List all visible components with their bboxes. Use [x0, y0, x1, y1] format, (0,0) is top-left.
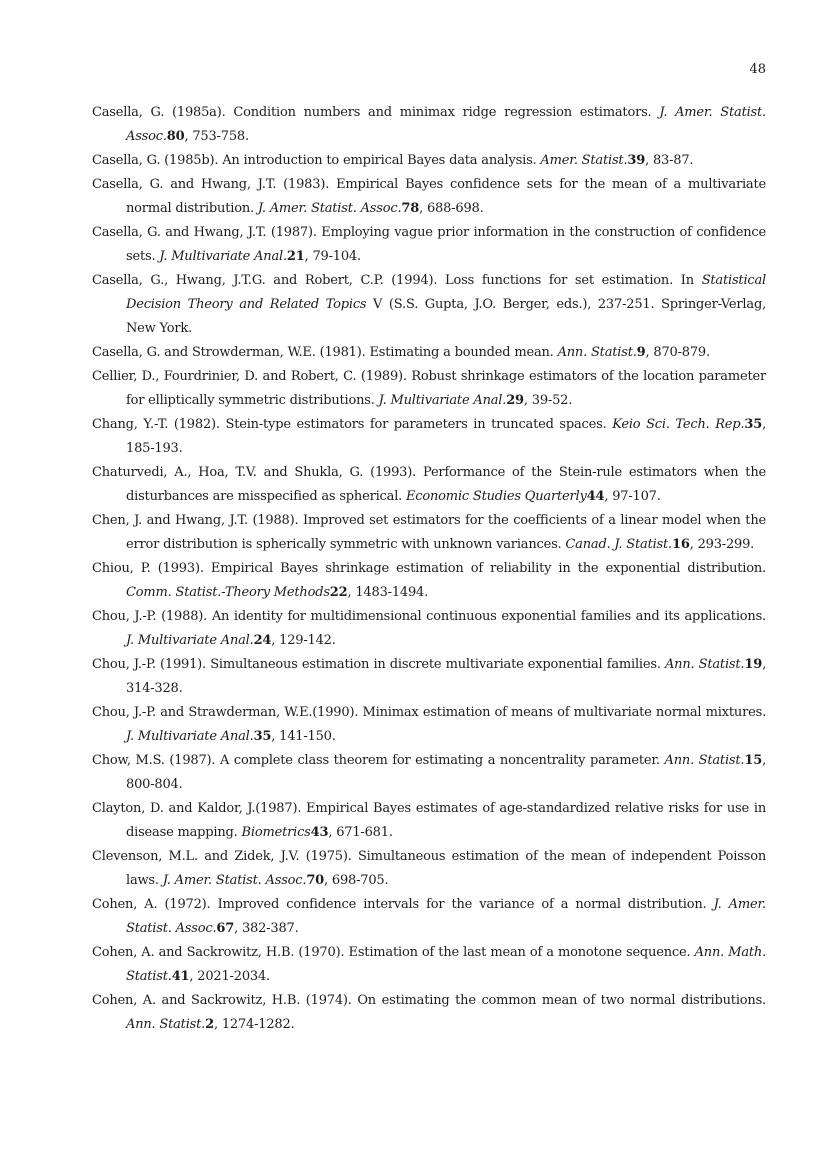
- reference-volume: 15: [744, 753, 763, 768]
- reference-entry: [92, 797, 766, 845]
- reference-journal: J. Multivariate Anal.: [378, 393, 507, 408]
- reference-volume: 2: [205, 1017, 214, 1032]
- reference-journal: Ann. Statist.: [664, 753, 745, 768]
- reference-authors: Chou, J.-P. (1991). Simultaneous estimation in discrete multivariate exponential families.: [92, 657, 665, 672]
- reference-authors: Casella, G., Hwang, J.T.G. and Robert, C.P. (1994). Loss functions for set estimation. In: [92, 273, 702, 288]
- reference-journal: Ann. Math. Statist.: [126, 945, 766, 984]
- reference-journal: Economic Studies Quarterly: [406, 489, 587, 504]
- reference-entry: [92, 605, 766, 653]
- reference-journal: J. Multivariate Anal.: [159, 249, 287, 264]
- reference-entry: [92, 557, 766, 605]
- reference-pages: , 800-804.: [126, 753, 766, 792]
- reference-journal: Ann. Statist.: [126, 1017, 206, 1032]
- reference-pages: , 382-387.: [234, 921, 299, 936]
- reference-pages: , 141-150.: [271, 729, 336, 744]
- reference-journal: J. Amer. Statist. Assoc.: [162, 873, 307, 888]
- reference-volume: 24: [253, 633, 272, 648]
- reference-authors: Chaturvedi, A., Hoa, T.V. and Shukla, G. (1993). Performance of the Stein-rule estimators when the disturbances are misspecified as spherical.: [92, 465, 766, 504]
- reference-journal: J. Amer. Statist. Assoc.: [126, 897, 766, 936]
- reference-journal: J. Multivariate Anal.: [126, 729, 254, 744]
- reference-journal: Comm. Statist.-Theory Methods: [126, 585, 330, 600]
- reference-volume: 41: [171, 969, 190, 984]
- reference-pages: , 1483-1494.: [347, 585, 429, 600]
- reference-authors: Cohen, A. and Sackrowitz, H.B. (1970). Estimation of the last mean of a monotone sequence.: [92, 945, 695, 960]
- reference-list: [92, 101, 766, 1037]
- reference-pages: , 97-107.: [604, 489, 661, 504]
- reference-pages: , 2021-2034.: [189, 969, 270, 984]
- reference-volume: 19: [744, 657, 763, 672]
- reference-entry: [92, 941, 766, 989]
- reference-journal: Keio Sci. Tech. Rep.: [612, 417, 745, 432]
- reference-entry: [92, 701, 766, 749]
- reference-volume: 67: [216, 921, 235, 936]
- reference-authors: Cohen, A. and Sackrowitz, H.B. (1974). On estimating the common mean of two normal distributions.: [92, 993, 766, 1008]
- reference-authors: Cohen, A. (1972). Improved confidence intervals for the variance of a normal distribution.: [92, 897, 714, 912]
- reference-pages: , 688-698.: [419, 201, 484, 216]
- reference-pages: , 698-705.: [324, 873, 389, 888]
- reference-volume: 44: [586, 489, 605, 504]
- reference-journal: J. Amer. Statist. Assoc.: [257, 201, 402, 216]
- reference-pages: , 671-681.: [328, 825, 393, 840]
- reference-journal: Biometrics: [241, 825, 311, 840]
- reference-authors: Chang, Y.-T. (1982). Stein-type estimators for parameters in truncated spaces.: [92, 417, 613, 432]
- reference-journal: Canad. J. Statist.: [565, 537, 672, 552]
- reference-volume: 22: [329, 585, 348, 600]
- reference-journal: Ann. Statist.: [664, 657, 745, 672]
- reference-volume: 21: [286, 249, 305, 264]
- reference-volume: 78: [401, 201, 420, 216]
- reference-entry: [92, 221, 766, 269]
- reference-journal: J. Amer. Statist. Assoc.: [126, 105, 766, 144]
- reference-pages: , 1274-1282.: [213, 1017, 295, 1032]
- page-number: 48: [749, 62, 766, 77]
- reference-authors: Casella, G. and Hwang, J.T. (1983). Empirical Bayes confidence sets for the mean of a multivariate normal distribution.: [92, 177, 766, 216]
- reference-volume: 9: [636, 345, 646, 360]
- reference-volume: 29: [506, 393, 524, 408]
- reference-entry: [92, 653, 766, 701]
- reference-pages: , 293-299.: [689, 537, 755, 552]
- reference-volume: 80: [166, 129, 185, 144]
- reference-entry: [92, 149, 766, 173]
- reference-volume: 70: [306, 873, 325, 888]
- reference-entry: [92, 509, 766, 557]
- reference-pages: V (S.S. Gupta, J.O. Berger, eds.), 237-251. Springer-Verlag, New York.: [126, 297, 766, 336]
- reference-pages: , 314-328.: [126, 657, 766, 696]
- reference-volume: 35: [744, 417, 763, 432]
- reference-pages: , 185-193.: [126, 417, 766, 456]
- reference-pages: , 39-52.: [523, 393, 573, 408]
- reference-pages: , 753-758.: [184, 129, 249, 144]
- reference-authors: Chiou, P. (1993). Empirical Bayes shrinkage estimation of reliability in the exponential distribution.: [92, 561, 766, 576]
- reference-authors: Casella, G. (1985a). Condition numbers and minimax ridge regression estimators.: [92, 105, 660, 120]
- reference-entry: [92, 845, 766, 893]
- reference-pages: , 83-87.: [645, 153, 694, 168]
- reference-volume: 39: [627, 153, 646, 168]
- reference-journal: J. Multivariate Anal.: [126, 633, 254, 648]
- reference-authors: Casella, G. and Strowderman, W.E. (1981). Estimating a bounded mean.: [92, 345, 558, 360]
- reference-entry: [92, 173, 766, 221]
- reference-pages: , 79-104.: [304, 249, 361, 264]
- reference-entry: [92, 749, 766, 797]
- reference-pages: , 129-142.: [271, 633, 336, 648]
- reference-volume: 35: [253, 729, 272, 744]
- reference-entry: [92, 341, 766, 365]
- reference-pages: , 870-879.: [645, 345, 710, 360]
- reference-authors: Clayton, D. and Kaldor, J.(1987). Empirical Bayes estimates of age-standardized relative risks for use in disease mapping.: [92, 801, 766, 840]
- reference-journal: Amer. Statist.: [540, 153, 628, 168]
- reference-authors: Chow, M.S. (1987). A complete class theorem for estimating a noncentrality parameter.: [92, 753, 665, 768]
- reference-authors: Casella, G. and Hwang, J.T. (1987). Employing vague prior information in the construction of confidence sets.: [92, 225, 766, 264]
- reference-authors: Chou, J.-P. and Strawderman, W.E.(1990). Minimax estimation of means of multivariate normal mixtures.: [92, 705, 766, 720]
- reference-authors: Casella, G. (1985b). An introduction to empirical Bayes data analysis.: [92, 153, 541, 168]
- reference-entry: [92, 893, 766, 941]
- reference-entry: [92, 989, 766, 1037]
- reference-authors: Clevenson, M.L. and Zidek, J.V. (1975). Simultaneous estimation of the mean of independent Poisson laws.: [92, 849, 766, 888]
- reference-entry: [92, 413, 766, 461]
- reference-journal: Statistical Decision Theory and Related Topics: [126, 273, 766, 312]
- reference-entry: [92, 101, 766, 149]
- reference-entry: [92, 269, 766, 341]
- reference-volume: 16: [672, 537, 690, 552]
- reference-authors: Cellier, D., Fourdrinier, D. and Robert, C. (1989). Robust shrinkage estimators of the location parameter for elliptically symmetric distributions.: [92, 369, 766, 408]
- reference-journal: Ann. Statist.: [557, 345, 637, 360]
- reference-authors: Chen, J. and Hwang, J.T. (1988). Improved set estimators for the coefficients of a linear model when the error distribution is spherically symmetric with unknown variances.: [92, 513, 766, 552]
- reference-volume: 43: [310, 825, 329, 840]
- reference-entry: [92, 365, 766, 413]
- reference-entry: [92, 461, 766, 509]
- reference-authors: Chou, J.-P. (1988). An identity for multidimensional continuous exponential families and its applications.: [92, 609, 766, 624]
